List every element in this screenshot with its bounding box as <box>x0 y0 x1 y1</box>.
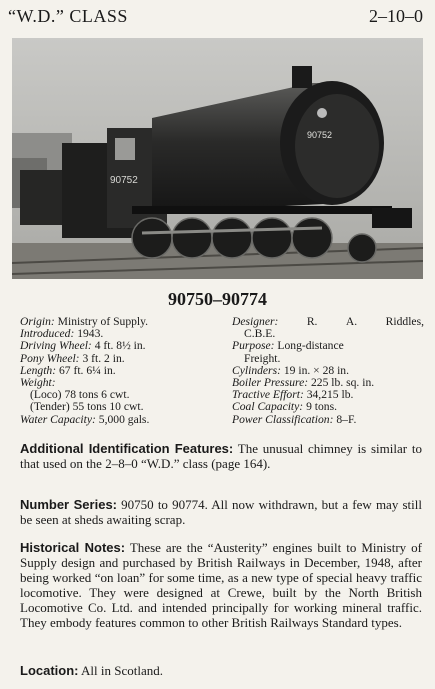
spec-weight-tender: (Tender) 55 tons 10 cwt. <box>30 400 144 414</box>
historical-notes: Historical Notes: These are the “Austerity” engines built to Ministry of Supply design and purchased by British Railways in December, 1948, after being worked “on loan” for some time, as a new type of special heavy traffic locomotive. They were designed at Crewe, built by the North British Locomotive Co. Ltd. and intended principally for working mineral traffic. They embody features common to other British Railways Standard types. <box>20 540 422 630</box>
spec-length: Length: 67 ft. 6¼ in. <box>20 363 116 377</box>
additional-features: Additional Identification Features: The unusual chimney is similar to that used on the 2–8–0 “W.D.” class (page 164). <box>20 441 422 471</box>
location: Location: All in Scotland. <box>20 663 163 678</box>
spec-purpose-cont: Freight. <box>244 351 281 365</box>
spec-pony-wheel: Pony Wheel: 3 ft. 2 in. <box>20 351 125 365</box>
spec-cylinders: Cylinders: 19 in. × 28 in. <box>232 363 350 377</box>
spec-purpose: Purpose: Long-distance <box>232 339 344 353</box>
spec-origin: Origin: Ministry of Supply. <box>20 315 149 328</box>
spec-power-classification: Power Classification: 8–F. <box>232 412 357 426</box>
page-header <box>8 6 423 30</box>
spec-weight: Weight: <box>20 376 56 390</box>
class-title: “W.D.” CLASS <box>8 6 128 26</box>
number-series: Number Series: 90750 to 90774. All now withdrawn, but a few may still be seen at sheds awaiting scrap. <box>20 497 422 527</box>
spec-introduced: Introduced: 1943. <box>20 327 104 341</box>
spec-water-capacity: Water Capacity: 5,000 gals. <box>20 412 150 426</box>
spec-boiler-pressure: Boiler Pressure: 225 lb. sq. in. <box>232 376 375 390</box>
svg-text:90752: 90752 <box>110 175 138 186</box>
spec-designer: Designer: R. A. Riddles, <box>232 315 424 328</box>
smokebox-number-plate: 90752 <box>307 130 333 140</box>
spec-designer-cont: C.B.E. <box>244 327 276 341</box>
specs-left-column <box>20 316 220 426</box>
wheel-arrangement: 2–10–0 <box>369 6 423 26</box>
spec-driving-wheel: Driving Wheel: 4 ft. 8½ in. <box>20 339 146 353</box>
number-range-heading: 90750–90774 <box>168 289 267 309</box>
spec-weight-loco: (Loco) 78 tons 6 cwt. <box>30 388 130 402</box>
locomotive-photo <box>12 38 423 279</box>
spec-coal-capacity: Coal Capacity: 9 tons. <box>232 400 337 414</box>
spec-tractive-effort: Tractive Effort: 34,215 lb. <box>232 388 354 402</box>
specs-right-column <box>232 316 424 426</box>
